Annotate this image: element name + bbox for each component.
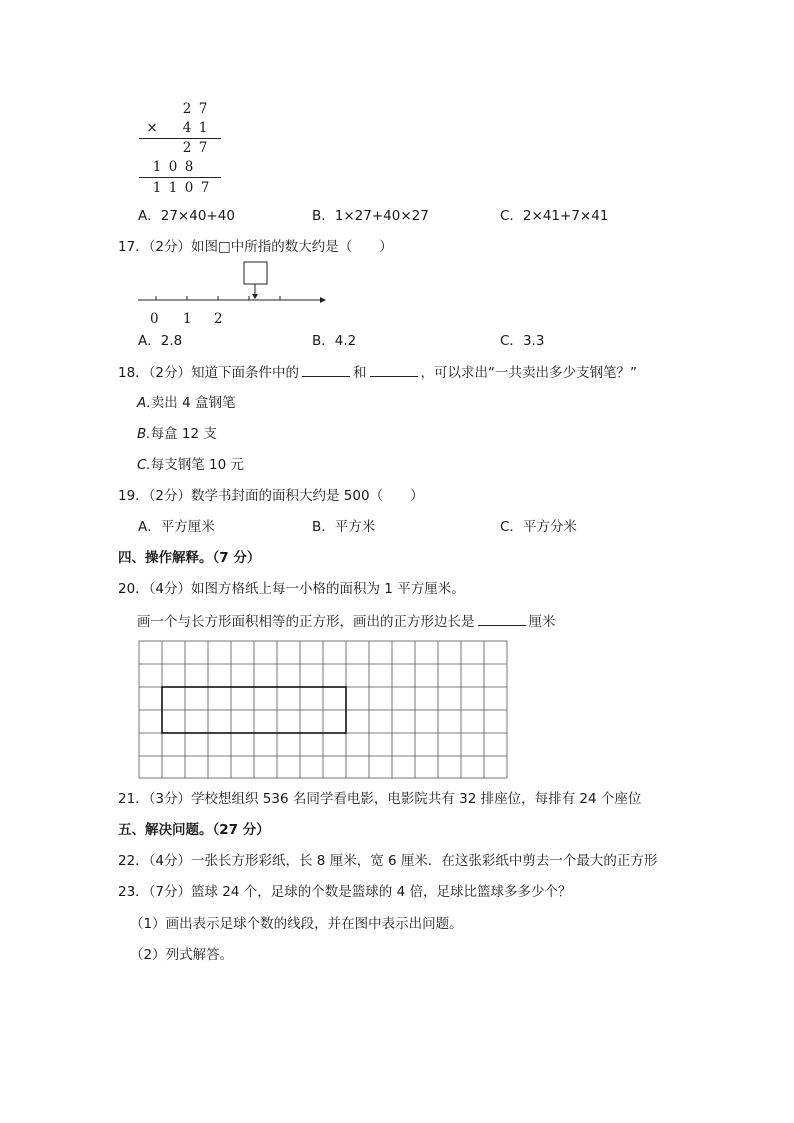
- section-heading-5: 五、解决问题。（27 分）: [118, 822, 270, 838]
- q19-option-b[interactable]: B．平方米: [312, 519, 376, 535]
- mult-digit: 4: [182, 120, 192, 136]
- mult-rule: [139, 177, 221, 178]
- q19-option-a[interactable]: A．平方厘米: [138, 519, 215, 535]
- q20-stem: 20．（4分）如图方格纸上每一小格的面积为 1 平方厘米。: [118, 581, 465, 597]
- q17-option-b[interactable]: B．4.2: [312, 333, 357, 349]
- q18-item-c[interactable]: C.每支钢笔 10 元: [137, 457, 244, 473]
- answer-blank[interactable]: [478, 613, 526, 626]
- mult-digit: 2: [182, 101, 192, 117]
- answer-box: [244, 262, 267, 284]
- number-line-arrowhead: [320, 297, 326, 303]
- q19-stem: 19．（2分）数学书封面的面积大约是 500（ ）: [118, 488, 424, 504]
- answer-blank[interactable]: [370, 364, 418, 377]
- mult-digit: 1: [168, 180, 178, 196]
- mult-digit: 1: [198, 120, 208, 136]
- section-heading-4: 四、操作解释。（7 分）: [118, 550, 261, 566]
- q18-item-a[interactable]: A.卖出 4 盒钢笔: [137, 395, 236, 411]
- mult-digit: 7: [198, 101, 208, 117]
- answer-blank[interactable]: [302, 364, 350, 377]
- mult-digit: 7: [200, 180, 210, 196]
- q18-stem: 18．（2分）知道下面条件中的 和 ，可以求出“一共卖出多少支钢笔？”: [118, 365, 638, 381]
- multiply-sign: ×: [146, 120, 158, 136]
- grid-paper-figure: [138, 640, 510, 780]
- tick-label-0: 0: [150, 311, 159, 327]
- mult-digit: 0: [168, 159, 178, 175]
- tick-label-1: 1: [183, 311, 192, 327]
- q22-stem: 22．（4分）一张长方形彩纸，长 8 厘米，宽 6 厘米．在这张彩纸中剪去一个最大的正方形: [118, 853, 658, 869]
- q17-option-a[interactable]: A．2.8: [138, 333, 183, 349]
- mult-digit: 1: [152, 180, 162, 196]
- mult-digit: 7: [198, 140, 208, 156]
- mult-rule: [139, 138, 221, 139]
- q19-option-c[interactable]: C．平方分米: [500, 519, 577, 535]
- tick-label-2: 2: [214, 311, 223, 327]
- pointer-arrow-head: [252, 294, 258, 299]
- grid-lines: [139, 641, 507, 778]
- mult-digit: 2: [182, 140, 192, 156]
- q20-instruction: 画一个与长方形面积相等的正方形，画出的正方形边长是 厘米: [137, 614, 556, 630]
- q23-stem: 23．（7分）篮球 24 个，足球的个数是篮球的 4 倍，足球比篮球多多少个？: [118, 884, 572, 900]
- mult-digit: 1: [152, 159, 162, 175]
- q23-sub2: （2）列式解答。: [130, 947, 234, 963]
- mult-digit: 0: [184, 180, 194, 196]
- q23-sub1: （1）画出表示足球个数的线段，并在图中表示出问题。: [130, 916, 463, 932]
- q17-stem: 17．（2分）如图□中所指的数大约是（ ）: [118, 239, 393, 255]
- q21-stem: 21．（3分）学校想组织 536 名同学看电影，电影院共有 32 排座位，每排有 24 个座位: [118, 791, 642, 807]
- q16-option-c[interactable]: C．2×41+7×41: [500, 208, 609, 224]
- mult-digit: 8: [184, 159, 194, 175]
- q18-item-b[interactable]: B.每盒 12 支: [137, 426, 217, 442]
- q16-option-b[interactable]: B．1×27+40×27: [312, 208, 429, 224]
- q16-option-a[interactable]: A．27×40+40: [138, 208, 235, 224]
- number-line-figure: [130, 258, 335, 310]
- q17-option-c[interactable]: C．3.3: [500, 333, 545, 349]
